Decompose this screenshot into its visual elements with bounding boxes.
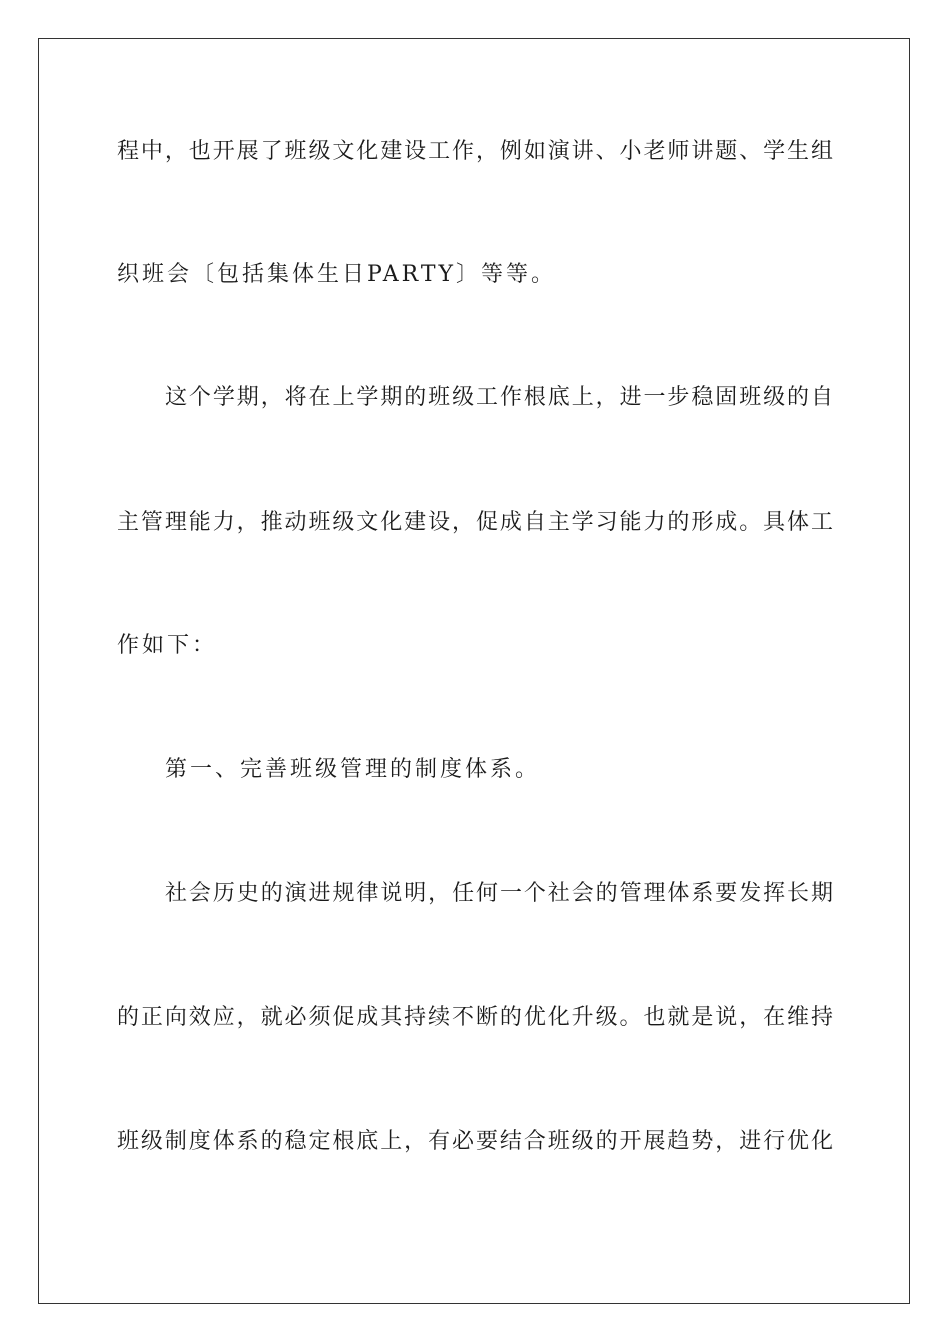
paragraph-line-9: 班级制度体系的稳定根底上，有必要结合班级的开展趋势，进行优化 — [117, 1129, 833, 1154]
paragraph-line-4: 主管理能力，推动班级文化建设，促成自主学习能力的形成。具体工 — [117, 510, 833, 535]
paragraph-line-1: 程中，也开展了班级文化建设工作，例如演讲、小老师讲题、学生组 — [117, 139, 833, 164]
page-border — [38, 38, 910, 1304]
section-heading: 第一、完善班级管理的制度体系。 — [165, 757, 541, 782]
paragraph-line-5: 作如下： — [117, 633, 218, 658]
paragraph-line-8: 的正向效应，就必须促成其持续不断的优化升级。也就是说，在维持 — [117, 1005, 833, 1030]
paragraph-line-3: 这个学期，将在上学期的班级工作根底上，进一步稳固班级的自 — [165, 385, 833, 410]
paragraph-line-2: 织班会〔包括集体生日PARTY〕等等。 — [117, 262, 557, 287]
paragraph-line-7: 社会历史的演进规律说明，任何一个社会的管理体系要发挥长期 — [165, 881, 833, 906]
